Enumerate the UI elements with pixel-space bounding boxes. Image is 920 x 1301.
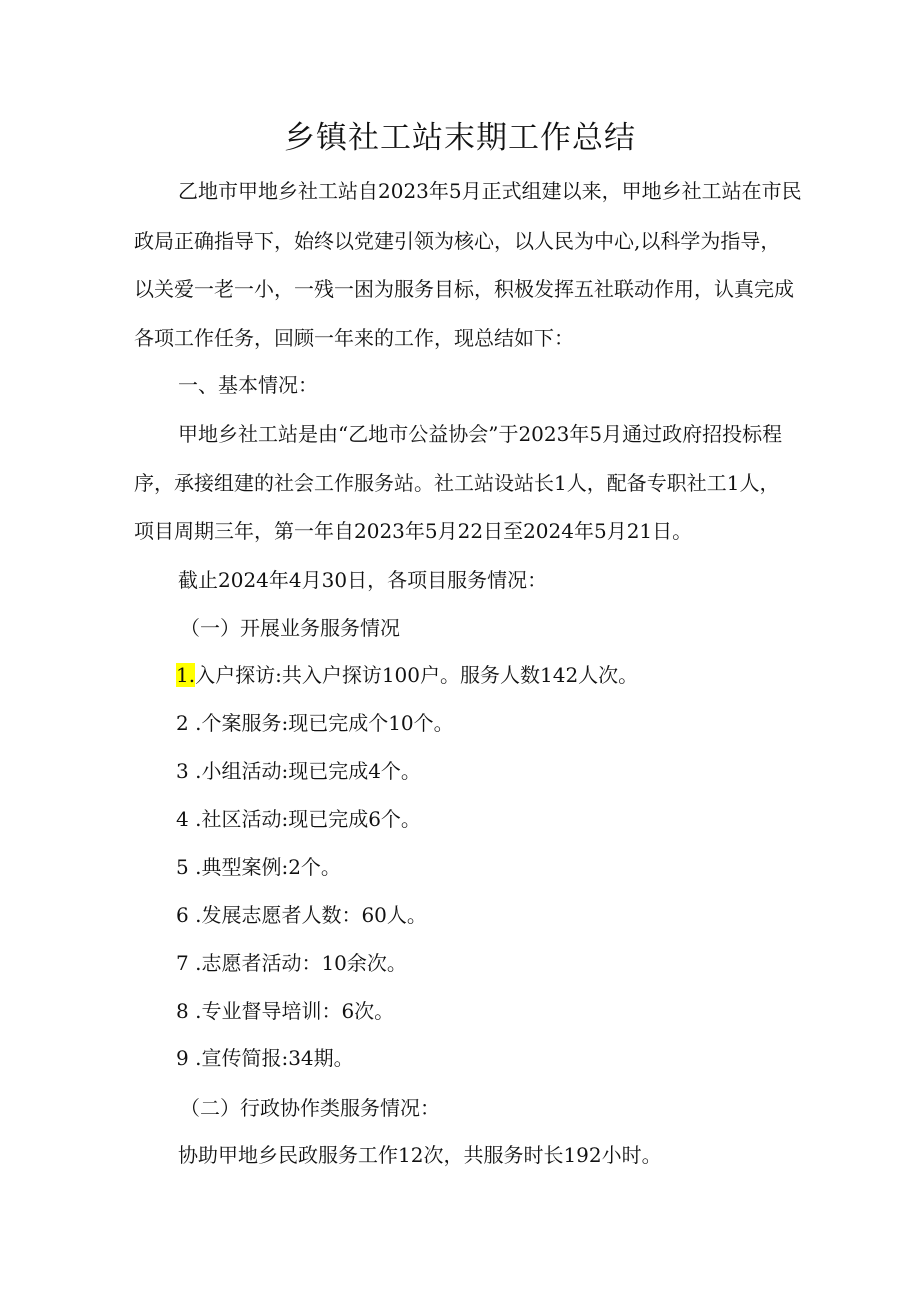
list-item <box>176 660 638 690</box>
item-number: 5 . <box>176 855 202 879</box>
item-number-highlighted: 1. <box>176 663 196 687</box>
document-title: 乡镇社工站末期工作总结 <box>284 120 636 156</box>
item-text: 入户探访:共入户探访100户。服务人数142人次。 <box>195 663 639 687</box>
intro-line-1: 乙地市甲地乡社工站自2023年5月正式组建以来，甲地乡社工站在市民 <box>178 179 802 203</box>
item-number: 8 . <box>176 999 202 1023</box>
item-number: 4 . <box>176 807 202 831</box>
list-item <box>176 1043 354 1073</box>
item-number: 2 . <box>176 711 202 735</box>
list-item <box>176 900 427 930</box>
item-number: 3 . <box>176 759 202 783</box>
subsection-heading-admin: （二）行政协作类服务情况： <box>180 1096 440 1120</box>
item-text: 典型案例:2个。 <box>201 855 341 879</box>
item-text: 宣传简报:34期。 <box>201 1046 354 1070</box>
item-text: 小组活动:现已完成4个。 <box>201 759 421 783</box>
item-number: 7 . <box>176 951 202 975</box>
list-item <box>176 948 407 978</box>
intro-line-4: 各项工作任务，回顾一年来的工作，现总结如下： <box>134 326 574 350</box>
item-text: 个案服务:现已完成个10个。 <box>201 711 454 735</box>
section-heading-basic: 一、基本情况： <box>178 373 318 397</box>
section1-line-1: 甲地乡社工站是由“乙地市公益协会”于2023年5月通过政府招投标程 <box>178 422 783 446</box>
admin-service-line: 协助甲地乡民政服务工作12次，共服务时长192小时。 <box>178 1143 662 1167</box>
item-text: 发展志愿者人数：60人。 <box>201 903 427 927</box>
list-item <box>176 804 421 834</box>
list-item <box>176 756 421 786</box>
intro-line-3: 以关爱一老一小，一残一困为服务目标，积极发挥五社联动作用，认真完成 <box>134 277 794 301</box>
item-text: 专业督导培训：6次。 <box>201 999 395 1023</box>
list-item <box>176 852 341 882</box>
section1-line-2: 序，承接组建的社会工作服务站。社工站设站长1人，配备专职社工1人， <box>134 471 780 495</box>
list-item <box>176 708 454 738</box>
subsection-heading-business: （一）开展业务服务情况 <box>180 616 400 640</box>
item-text: 志愿者活动：10余次。 <box>201 951 407 975</box>
item-number: 9 . <box>176 1046 202 1070</box>
cutoff-line: 截止2024年4月30日，各项目服务情况： <box>178 568 548 592</box>
section1-line-3: 项目周期三年，第一年自2023年5月22日至2024年5月21日。 <box>134 519 693 543</box>
item-text: 社区活动:现已完成6个。 <box>201 807 421 831</box>
list-item <box>176 996 394 1026</box>
item-number: 6 . <box>176 903 202 927</box>
intro-line-2: 政局正确指导下，始终以党建引领为核心，以人民为中心,以科学为指导， <box>134 229 781 253</box>
